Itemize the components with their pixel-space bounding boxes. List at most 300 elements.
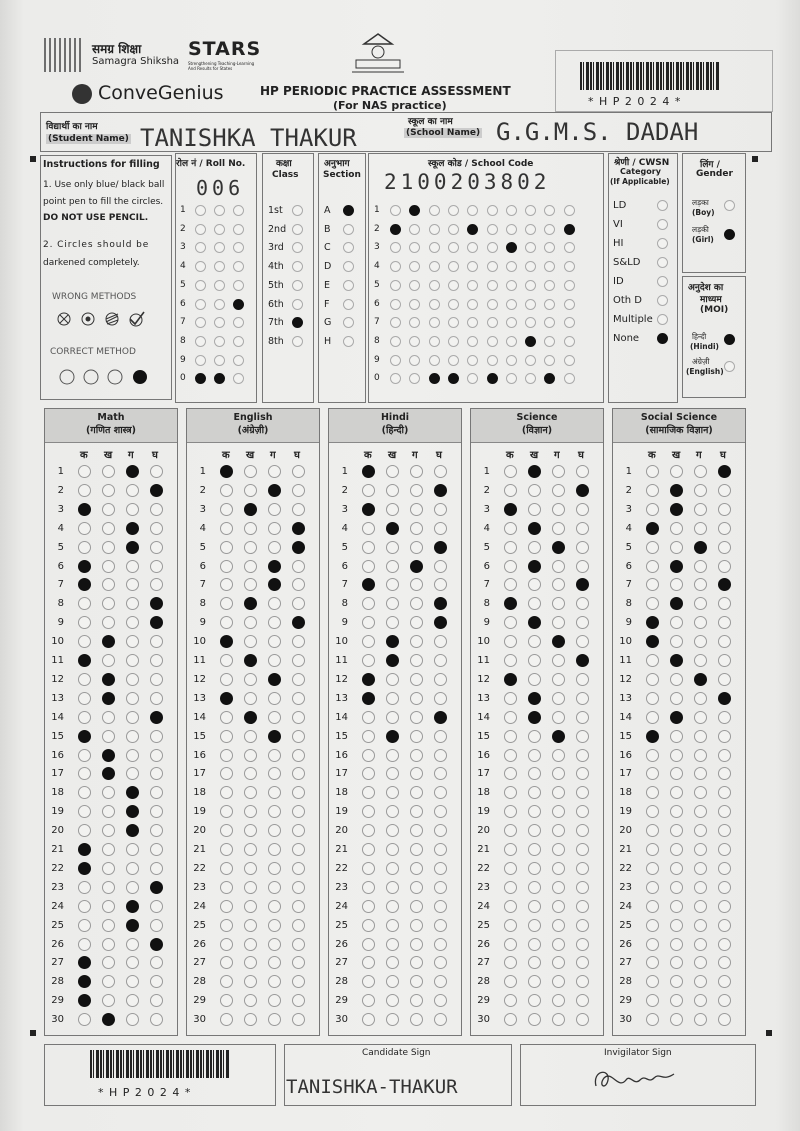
answer-bubble[interactable] [150,465,163,478]
answer-bubble[interactable] [244,730,257,743]
school-code-bubble[interactable] [429,299,440,310]
answer-bubble[interactable] [576,1013,589,1026]
answer-bubble[interactable] [150,484,163,497]
answer-bubble[interactable] [528,900,541,913]
answer-bubble[interactable] [78,938,91,951]
answer-bubble[interactable] [528,938,541,951]
answer-bubble[interactable] [292,522,305,535]
answer-bubble[interactable] [504,484,517,497]
gender-boy-bubble[interactable] [724,200,735,211]
answer-bubble[interactable] [504,824,517,837]
answer-bubble[interactable] [150,919,163,932]
answer-bubble[interactable] [244,484,257,497]
answer-bubble[interactable] [362,919,375,932]
answer-bubble[interactable] [576,560,589,573]
answer-bubble[interactable] [362,541,375,554]
answer-bubble[interactable] [102,843,115,856]
school-code-bubble[interactable] [564,373,575,384]
answer-bubble[interactable] [292,560,305,573]
answer-bubble[interactable] [362,862,375,875]
answer-bubble[interactable] [220,824,233,837]
answer-bubble[interactable] [102,522,115,535]
answer-bubble[interactable] [292,1013,305,1026]
answer-bubble[interactable] [552,522,565,535]
answer-bubble[interactable] [78,749,91,762]
answer-bubble[interactable] [528,503,541,516]
answer-bubble[interactable] [528,843,541,856]
answer-bubble[interactable] [410,560,423,573]
answer-bubble[interactable] [268,484,281,497]
answer-bubble[interactable] [126,824,139,837]
answer-bubble[interactable] [386,692,399,705]
answer-bubble[interactable] [504,1013,517,1026]
school-name-value[interactable]: G.G.M.S. DADAH [496,118,699,146]
answer-bubble[interactable] [268,730,281,743]
answer-bubble[interactable] [646,938,659,951]
answer-bubble[interactable] [646,560,659,573]
answer-bubble[interactable] [670,692,683,705]
answer-bubble[interactable] [646,465,659,478]
answer-bubble[interactable] [220,881,233,894]
answer-bubble[interactable] [292,843,305,856]
answer-bubble[interactable] [410,1013,423,1026]
school-code-bubble[interactable] [409,355,420,366]
answer-bubble[interactable] [528,881,541,894]
answer-bubble[interactable] [362,938,375,951]
school-code-bubble[interactable] [487,261,498,272]
answer-bubble[interactable] [150,692,163,705]
answer-bubble[interactable] [220,635,233,648]
answer-bubble[interactable] [434,673,447,686]
answer-bubble[interactable] [552,673,565,686]
section-option-bubble[interactable] [343,299,354,310]
answer-bubble[interactable] [362,843,375,856]
answer-bubble[interactable] [670,465,683,478]
answer-bubble[interactable] [528,1013,541,1026]
answer-bubble[interactable] [292,654,305,667]
answer-bubble[interactable] [244,881,257,894]
school-code-bubble[interactable] [487,317,498,328]
answer-bubble[interactable] [102,673,115,686]
answer-bubble[interactable] [102,711,115,724]
answer-bubble[interactable] [244,541,257,554]
school-code-bubble[interactable] [506,355,517,366]
answer-bubble[interactable] [362,730,375,743]
answer-bubble[interactable] [220,711,233,724]
answer-bubble[interactable] [102,560,115,573]
answer-bubble[interactable] [292,824,305,837]
roll-digit-bubble[interactable] [233,336,244,347]
answer-bubble[interactable] [244,503,257,516]
answer-bubble[interactable] [244,900,257,913]
answer-bubble[interactable] [220,692,233,705]
answer-bubble[interactable] [528,673,541,686]
answer-bubble[interactable] [576,938,589,951]
answer-bubble[interactable] [102,654,115,667]
answer-bubble[interactable] [126,503,139,516]
answer-bubble[interactable] [244,560,257,573]
answer-bubble[interactable] [78,692,91,705]
answer-bubble[interactable] [552,900,565,913]
answer-bubble[interactable] [670,560,683,573]
answer-bubble[interactable] [718,560,731,573]
school-code-bubble[interactable] [429,355,440,366]
school-code-bubble[interactable] [409,299,420,310]
answer-bubble[interactable] [150,824,163,837]
answer-bubble[interactable] [552,1013,565,1026]
answer-bubble[interactable] [410,749,423,762]
answer-bubble[interactable] [126,843,139,856]
answer-bubble[interactable] [362,749,375,762]
answer-bubble[interactable] [150,881,163,894]
answer-bubble[interactable] [292,503,305,516]
answer-bubble[interactable] [220,900,233,913]
gender-girl-bubble[interactable] [724,229,735,240]
answer-bubble[interactable] [646,635,659,648]
school-code-bubble[interactable] [467,224,478,235]
answer-bubble[interactable] [528,522,541,535]
answer-bubble[interactable] [694,522,707,535]
answer-bubble[interactable] [434,862,447,875]
answer-bubble[interactable] [362,692,375,705]
answer-bubble[interactable] [528,465,541,478]
answer-bubble[interactable] [78,862,91,875]
answer-bubble[interactable] [718,541,731,554]
answer-bubble[interactable] [386,862,399,875]
answer-bubble[interactable] [718,711,731,724]
answer-bubble[interactable] [646,1013,659,1026]
roll-digit-bubble[interactable] [233,280,244,291]
answer-bubble[interactable] [552,881,565,894]
answer-bubble[interactable] [434,824,447,837]
answer-bubble[interactable] [694,938,707,951]
answer-bubble[interactable] [694,503,707,516]
answer-bubble[interactable] [718,919,731,932]
answer-bubble[interactable] [528,654,541,667]
answer-bubble[interactable] [244,919,257,932]
school-code-bubble[interactable] [564,336,575,347]
school-code-bubble[interactable] [429,224,440,235]
answer-bubble[interactable] [504,938,517,951]
answer-bubble[interactable] [434,635,447,648]
answer-bubble[interactable] [268,862,281,875]
answer-bubble[interactable] [78,843,91,856]
school-code-bubble[interactable] [525,336,536,347]
answer-bubble[interactable] [504,749,517,762]
answer-bubble[interactable] [126,749,139,762]
answer-bubble[interactable] [646,711,659,724]
answer-bubble[interactable] [362,503,375,516]
answer-bubble[interactable] [126,560,139,573]
answer-bubble[interactable] [268,541,281,554]
answer-bubble[interactable] [150,541,163,554]
answer-bubble[interactable] [670,711,683,724]
answer-bubble[interactable] [78,919,91,932]
answer-bubble[interactable] [670,938,683,951]
answer-bubble[interactable] [102,900,115,913]
answer-bubble[interactable] [220,919,233,932]
answer-bubble[interactable] [694,843,707,856]
answer-bubble[interactable] [150,560,163,573]
answer-bubble[interactable] [646,843,659,856]
answer-bubble[interactable] [670,522,683,535]
section-option-bubble[interactable] [343,280,354,291]
answer-bubble[interactable] [576,843,589,856]
answer-bubble[interactable] [576,541,589,554]
answer-bubble[interactable] [220,484,233,497]
answer-bubble[interactable] [102,862,115,875]
roll-digit-bubble[interactable] [214,355,225,366]
school-code-bubble[interactable] [564,317,575,328]
answer-bubble[interactable] [576,711,589,724]
answer-bubble[interactable] [126,484,139,497]
answer-bubble[interactable] [694,484,707,497]
answer-bubble[interactable] [670,484,683,497]
school-code-bubble[interactable] [390,224,401,235]
answer-bubble[interactable] [78,824,91,837]
answer-bubble[interactable] [434,692,447,705]
answer-bubble[interactable] [434,711,447,724]
answer-bubble[interactable] [102,749,115,762]
answer-bubble[interactable] [576,673,589,686]
answer-bubble[interactable] [102,692,115,705]
answer-bubble[interactable] [694,862,707,875]
answer-bubble[interactable] [150,730,163,743]
answer-bubble[interactable] [220,654,233,667]
school-code-bubble[interactable] [506,261,517,272]
answer-bubble[interactable] [362,881,375,894]
answer-bubble[interactable] [576,654,589,667]
answer-bubble[interactable] [718,654,731,667]
answer-bubble[interactable] [386,1013,399,1026]
class-option-bubble[interactable] [292,205,303,216]
answer-bubble[interactable] [150,862,163,875]
answer-bubble[interactable] [126,938,139,951]
answer-bubble[interactable] [694,635,707,648]
answer-bubble[interactable] [126,465,139,478]
school-code-bubble[interactable] [429,261,440,272]
answer-bubble[interactable] [434,843,447,856]
answer-bubble[interactable] [718,862,731,875]
answer-bubble[interactable] [646,749,659,762]
answer-bubble[interactable] [78,635,91,648]
answer-bubble[interactable] [362,824,375,837]
answer-bubble[interactable] [292,900,305,913]
school-code-bubble[interactable] [390,205,401,216]
answer-bubble[interactable] [646,522,659,535]
answer-bubble[interactable] [552,749,565,762]
school-code-bubble[interactable] [544,299,555,310]
answer-bubble[interactable] [220,749,233,762]
answer-bubble[interactable] [670,862,683,875]
cwsn-option-bubble[interactable] [657,257,668,268]
school-code-bubble[interactable] [409,224,420,235]
answer-bubble[interactable] [292,919,305,932]
answer-bubble[interactable] [102,919,115,932]
answer-bubble[interactable] [504,919,517,932]
answer-bubble[interactable] [552,692,565,705]
answer-bubble[interactable] [718,749,731,762]
school-code-bubble[interactable] [525,355,536,366]
answer-bubble[interactable] [244,749,257,762]
answer-bubble[interactable] [220,503,233,516]
school-code-bubble[interactable] [467,336,478,347]
school-code-bubble[interactable] [467,299,478,310]
answer-bubble[interactable] [670,881,683,894]
roll-digit-bubble[interactable] [195,336,206,347]
answer-bubble[interactable] [268,843,281,856]
answer-bubble[interactable] [126,654,139,667]
cwsn-option-bubble[interactable] [657,333,668,344]
answer-bubble[interactable] [552,465,565,478]
answer-bubble[interactable] [268,465,281,478]
answer-bubble[interactable] [576,749,589,762]
answer-bubble[interactable] [78,560,91,573]
answer-bubble[interactable] [670,1013,683,1026]
answer-bubble[interactable] [410,843,423,856]
answer-bubble[interactable] [244,465,257,478]
answer-bubble[interactable] [102,881,115,894]
school-code-bubble[interactable] [525,299,536,310]
answer-bubble[interactable] [528,692,541,705]
answer-bubble[interactable] [292,938,305,951]
answer-bubble[interactable] [102,541,115,554]
roll-number-value[interactable]: 006 [196,176,245,200]
answer-bubble[interactable] [78,1013,91,1026]
answer-bubble[interactable] [410,692,423,705]
answer-bubble[interactable] [410,824,423,837]
answer-bubble[interactable] [646,654,659,667]
answer-bubble[interactable] [434,730,447,743]
roll-digit-bubble[interactable] [233,299,244,310]
answer-bubble[interactable] [150,1013,163,1026]
answer-bubble[interactable] [150,654,163,667]
answer-bubble[interactable] [220,730,233,743]
answer-bubble[interactable] [220,560,233,573]
answer-bubble[interactable] [292,692,305,705]
roll-digit-bubble[interactable] [195,205,206,216]
answer-bubble[interactable] [504,862,517,875]
answer-bubble[interactable] [528,730,541,743]
answer-bubble[interactable] [410,730,423,743]
answer-bubble[interactable] [268,522,281,535]
answer-bubble[interactable] [504,900,517,913]
answer-bubble[interactable] [362,1013,375,1026]
school-code-bubble[interactable] [564,205,575,216]
school-code-bubble[interactable] [448,317,459,328]
answer-bubble[interactable] [670,673,683,686]
answer-bubble[interactable] [268,654,281,667]
answer-bubble[interactable] [504,711,517,724]
school-code-bubble[interactable] [448,205,459,216]
school-code-bubble[interactable] [487,373,498,384]
school-code-bubble[interactable] [506,280,517,291]
answer-bubble[interactable] [694,749,707,762]
answer-bubble[interactable] [78,484,91,497]
answer-bubble[interactable] [646,673,659,686]
answer-bubble[interactable] [670,919,683,932]
answer-bubble[interactable] [150,673,163,686]
answer-bubble[interactable] [552,938,565,951]
answer-bubble[interactable] [220,541,233,554]
answer-bubble[interactable] [434,522,447,535]
answer-bubble[interactable] [552,730,565,743]
answer-bubble[interactable] [386,503,399,516]
answer-bubble[interactable] [694,881,707,894]
answer-bubble[interactable] [362,673,375,686]
answer-bubble[interactable] [504,692,517,705]
answer-bubble[interactable] [504,522,517,535]
answer-bubble[interactable] [504,465,517,478]
answer-bubble[interactable] [244,522,257,535]
answer-bubble[interactable] [504,635,517,648]
answer-bubble[interactable] [220,862,233,875]
answer-bubble[interactable] [78,465,91,478]
answer-bubble[interactable] [694,1013,707,1026]
answer-bubble[interactable] [126,919,139,932]
answer-bubble[interactable] [718,881,731,894]
answer-bubble[interactable] [386,919,399,932]
school-code-bubble[interactable] [390,299,401,310]
answer-bubble[interactable] [504,560,517,573]
answer-bubble[interactable] [102,635,115,648]
roll-digit-bubble[interactable] [233,355,244,366]
answer-bubble[interactable] [670,824,683,837]
answer-bubble[interactable] [150,938,163,951]
answer-bubble[interactable] [528,919,541,932]
answer-bubble[interactable] [292,881,305,894]
answer-bubble[interactable] [410,484,423,497]
school-code-bubble[interactable] [506,224,517,235]
answer-bubble[interactable] [528,560,541,573]
roll-digit-bubble[interactable] [195,299,206,310]
answer-bubble[interactable] [552,843,565,856]
answer-bubble[interactable] [386,465,399,478]
answer-bubble[interactable] [410,862,423,875]
answer-bubble[interactable] [244,711,257,724]
answer-bubble[interactable] [362,465,375,478]
answer-bubble[interactable] [362,711,375,724]
answer-bubble[interactable] [718,938,731,951]
answer-bubble[interactable] [386,938,399,951]
school-code-bubble[interactable] [448,336,459,347]
answer-bubble[interactable] [268,1013,281,1026]
answer-bubble[interactable] [268,503,281,516]
answer-bubble[interactable] [386,673,399,686]
answer-bubble[interactable] [434,541,447,554]
school-code-bubble[interactable] [487,280,498,291]
answer-bubble[interactable] [718,692,731,705]
answer-bubble[interactable] [126,673,139,686]
answer-bubble[interactable] [410,711,423,724]
answer-bubble[interactable] [386,843,399,856]
answer-bubble[interactable] [434,654,447,667]
answer-bubble[interactable] [410,919,423,932]
answer-bubble[interactable] [102,503,115,516]
student-name-value[interactable]: TANISHKA THAKUR [140,124,357,152]
answer-bubble[interactable] [126,881,139,894]
answer-bubble[interactable] [410,522,423,535]
answer-bubble[interactable] [434,938,447,951]
answer-bubble[interactable] [386,560,399,573]
answer-bubble[interactable] [268,881,281,894]
answer-bubble[interactable] [292,465,305,478]
answer-bubble[interactable] [694,711,707,724]
answer-bubble[interactable] [268,673,281,686]
answer-bubble[interactable] [670,635,683,648]
answer-bubble[interactable] [718,635,731,648]
answer-bubble[interactable] [694,560,707,573]
